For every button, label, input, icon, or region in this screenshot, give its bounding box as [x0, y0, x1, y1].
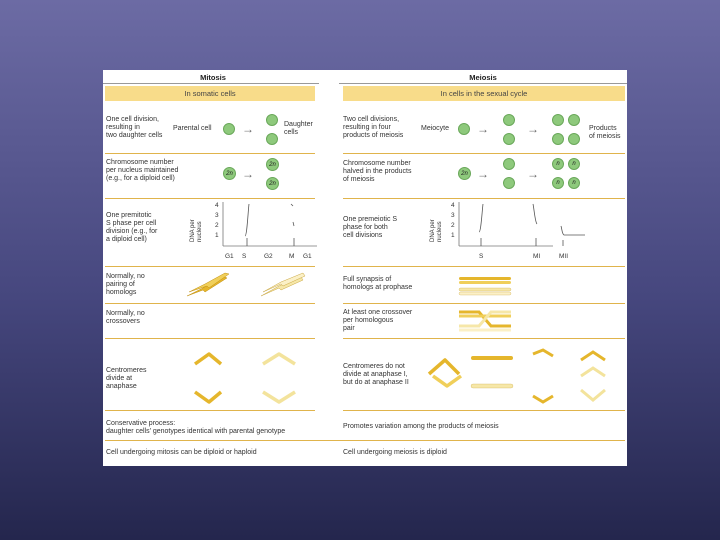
chromosome [459, 312, 511, 326]
chromosome [581, 390, 605, 400]
product-cell [568, 133, 580, 145]
meiosis-division-text: Two cell divisions, resulting in four products of meiosis [343, 116, 404, 139]
products-label: Products of meiosis [589, 125, 621, 140]
meiosis-i-cell [503, 158, 515, 170]
chromosome [533, 396, 553, 402]
chromosome [459, 288, 511, 291]
chromosome [581, 368, 605, 376]
meiocyte-2n-cell: 2n [458, 167, 471, 180]
arrow-icon: → [242, 167, 254, 181]
parent-2n-cell: 2n [223, 167, 236, 180]
meiosis-x-tick-mi: MI [533, 253, 541, 260]
mitosis-pairing-text: Normally, no pairing of homologs [106, 273, 145, 296]
daughter-cell [266, 114, 278, 126]
mitosis-y-tick-1: 1 [215, 232, 219, 239]
meiosis-y-axis-label: DNA per nucleus [430, 219, 443, 242]
arrow-icon: → [527, 167, 539, 181]
mitosis-crossover-text: Normally, no crossovers [106, 310, 145, 325]
meiosis-crossover-text: At least one crossover per homologous pair [343, 309, 413, 332]
mitosis-x-tick-g1: G1 [225, 253, 234, 260]
product-cell [568, 114, 580, 126]
mitosis-y-tick-4: 4 [215, 202, 219, 209]
meiosis-mi-drop [533, 204, 537, 224]
parental-cell-label: Parental cell [173, 125, 212, 132]
meiosis-pairing-text: Full synapsis of homologs at prophase [343, 276, 413, 291]
mitosis-process-text: Conservative process: daughter cells' genotypes identical with parental genotype [106, 420, 286, 435]
meiosis-y-tick-2: 2 [451, 222, 455, 229]
chromosome [195, 354, 221, 364]
chromosome [433, 376, 461, 386]
row-divider [343, 338, 625, 339]
mitosis-m-drop-2 [293, 222, 294, 226]
meiosis-synapsis-chromosomes [457, 274, 517, 300]
chromosome [429, 360, 459, 374]
daughter-cells-label: Daughter cells [284, 121, 313, 136]
row-divider [343, 410, 625, 411]
chromosome [263, 273, 305, 292]
meiosis-ploidy-text: Cell undergoing meiosis is diploid [343, 449, 447, 456]
meiosis-process-text: Promotes variation among the products of meiosis [343, 423, 499, 430]
row-divider [105, 440, 625, 441]
meiosis-y-tick-1: 1 [451, 232, 455, 239]
row-divider [105, 198, 315, 199]
meiosis-chromosome-text: Chromosome number halved in the products of meiosis [343, 160, 412, 183]
mitosis-y-tick-2: 2 [215, 222, 219, 229]
mitosis-anaphase-chromosomes [191, 350, 316, 406]
meiosis-crossover-chromosomes [457, 308, 517, 334]
meiosis-i-cell [503, 177, 515, 189]
chromosome [459, 281, 511, 284]
meiosis-centromere-text: Centromeres do not divide at anaphase I, but do at anaphase II [343, 363, 409, 386]
mitosis-sphase-text: One premitotic S phase per cell division (e.g., for a diploid cell) [106, 212, 158, 243]
meiosis-anaphase-chromosomes [423, 346, 623, 408]
mitosis-x-tick-m: M [289, 253, 295, 260]
row-divider [105, 303, 315, 304]
column-gap [319, 70, 339, 466]
chromosome [263, 354, 295, 364]
daughter-2n-cell: 2n [266, 158, 279, 171]
row-divider [343, 266, 625, 267]
row-divider [343, 198, 625, 199]
chromosome [471, 356, 513, 360]
meiosis-y-tick-4: 4 [451, 202, 455, 209]
product-n-cell: n [552, 177, 564, 189]
chromosome [581, 352, 605, 360]
mitosis-centromere-text: Centromeres divide at anaphase [106, 367, 147, 390]
chromosome [459, 292, 511, 295]
row-divider [105, 410, 315, 411]
parental-cell [223, 123, 235, 135]
product-cell [552, 133, 564, 145]
row-divider [105, 266, 315, 267]
meiosis-sphase-text: One premeiotic S phase for both cell divisions [343, 216, 398, 239]
arrow-icon: → [527, 122, 539, 136]
daughter-cell [266, 133, 278, 145]
meiosis-i-cell [503, 133, 515, 145]
meiosis-mii-drop [561, 226, 585, 235]
meiosis-x-tick-s: S [479, 253, 484, 260]
comparison-table [103, 70, 627, 466]
product-cell [552, 114, 564, 126]
mitosis-chromosome-text: Chromosome number per nucleus maintained (e.g., for a diploid cell) [106, 159, 179, 182]
row-divider [343, 303, 625, 304]
mitosis-x-tick-s: S [242, 253, 247, 260]
meiocyte-label: Meiocyte [421, 125, 450, 132]
mitosis-s-curve [245, 204, 249, 236]
mitosis-m-drop [291, 204, 293, 206]
meiosis-x-tick-mii: MII [559, 253, 569, 260]
mitosis-division-text: One cell division, resulting in two daughter cells [106, 116, 163, 139]
daughter-2n-cell: 2n [266, 177, 279, 190]
mitosis-dna-graph [221, 202, 321, 252]
mitosis-pairing-chromosomes [183, 270, 313, 300]
meiosis-s-curve [479, 204, 483, 232]
chromosome [195, 392, 221, 402]
mitosis-ploidy-text: Cell undergoing mitosis can be diploid or haploid [106, 449, 257, 456]
mitosis-x-tick-g2: G2 [264, 253, 273, 260]
arrow-icon: → [477, 122, 489, 136]
chromosome [263, 392, 295, 402]
meiosis-y-tick-3: 3 [451, 212, 455, 219]
meiosis-band: In cells in the sexual cycle [343, 86, 625, 101]
chromosome [533, 350, 553, 356]
arrow-icon: → [477, 167, 489, 181]
mitosis-header: Mitosis [200, 73, 226, 82]
mitosis-y-tick-3: 3 [215, 212, 219, 219]
header-divider [103, 83, 627, 84]
product-n-cell: n [568, 158, 580, 170]
product-n-cell: n [568, 177, 580, 189]
product-n-cell: n [552, 158, 564, 170]
row-divider [105, 153, 315, 154]
meiosis-dna-graph [457, 202, 587, 252]
row-divider [105, 338, 315, 339]
row-divider [343, 153, 625, 154]
mitosis-x-tick-g1b: G1 [303, 253, 312, 260]
chromosome [459, 277, 511, 280]
meiocyte-cell [458, 123, 470, 135]
meiosis-header: Meiosis [469, 73, 497, 82]
meiosis-i-cell [503, 114, 515, 126]
chromosome [471, 384, 513, 388]
arrow-icon: → [242, 122, 254, 136]
mitosis-y-axis-label: DNA per nucleus [190, 219, 203, 242]
mitosis-band: In somatic cells [105, 86, 315, 101]
